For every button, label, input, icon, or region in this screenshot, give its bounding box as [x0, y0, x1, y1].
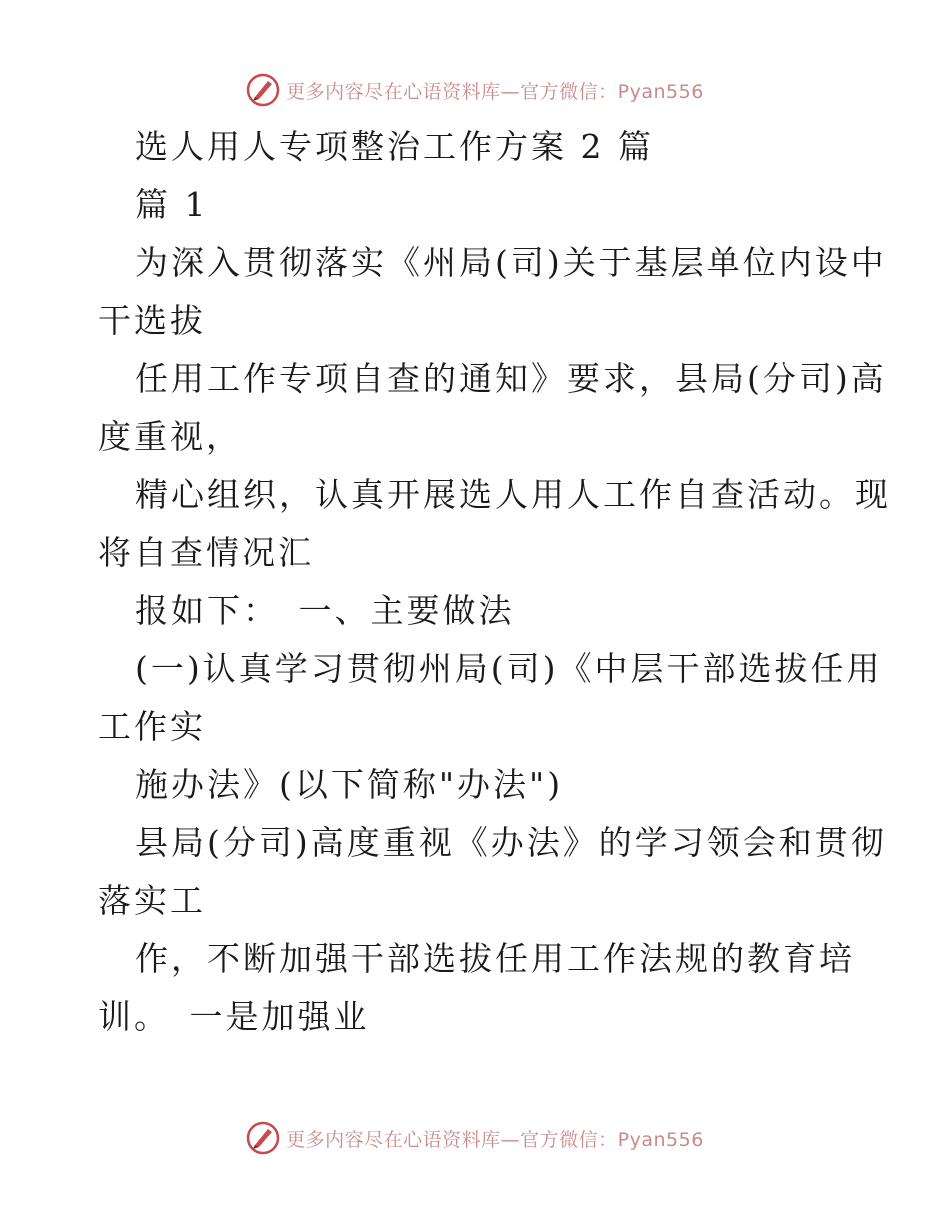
text-line: 干选拔 [98, 301, 206, 340]
text-line: 任用工作专项自查的通知》要求，县局(分司)高 [135, 359, 887, 398]
footer-watermark [0, 1118, 950, 1158]
quill-pen-logo-icon [246, 73, 280, 107]
watermark-text: 更多内容尽在心语资料库—官方微信：Pyan556 [286, 1128, 704, 1151]
quill-pen-logo-icon [246, 1121, 280, 1155]
text-line: 工作实 [98, 707, 206, 746]
text-line: 将自查情况汇 [98, 533, 314, 572]
document-body [98, 118, 891, 1046]
watermark-group [246, 1121, 704, 1155]
text-line: 训。 一是加强业 [98, 997, 370, 1036]
text-line: 选人用人专项整治工作方案 2 篇 [135, 127, 654, 166]
text-line: 报如下： 一、主要做法 [135, 591, 515, 630]
watermark-text: 更多内容尽在心语资料库—官方微信：Pyan556 [286, 80, 704, 103]
header-watermark [0, 70, 950, 110]
text-line: 落实工 [98, 881, 206, 920]
text-line: 精心组织，认真开展选人用人工作自查活动。现 [135, 475, 891, 514]
text-line: (一)认真学习贯彻州局(司)《中层干部选拔任用 [135, 649, 883, 688]
text-line: 度重视， [98, 417, 242, 456]
text-line: 县局(分司)高度重视《办法》的学习领会和贯彻 [135, 823, 887, 862]
watermark-group [246, 73, 704, 107]
text-line: 施办法》(以下简称"办法") [135, 765, 564, 804]
text-line: 为深入贯彻落实《州局(司)关于基层单位内设中 [135, 243, 887, 282]
text-line: 篇 1 [135, 185, 209, 224]
text-line: 作，不断加强干部选拔任用工作法规的教育培 [135, 939, 855, 978]
